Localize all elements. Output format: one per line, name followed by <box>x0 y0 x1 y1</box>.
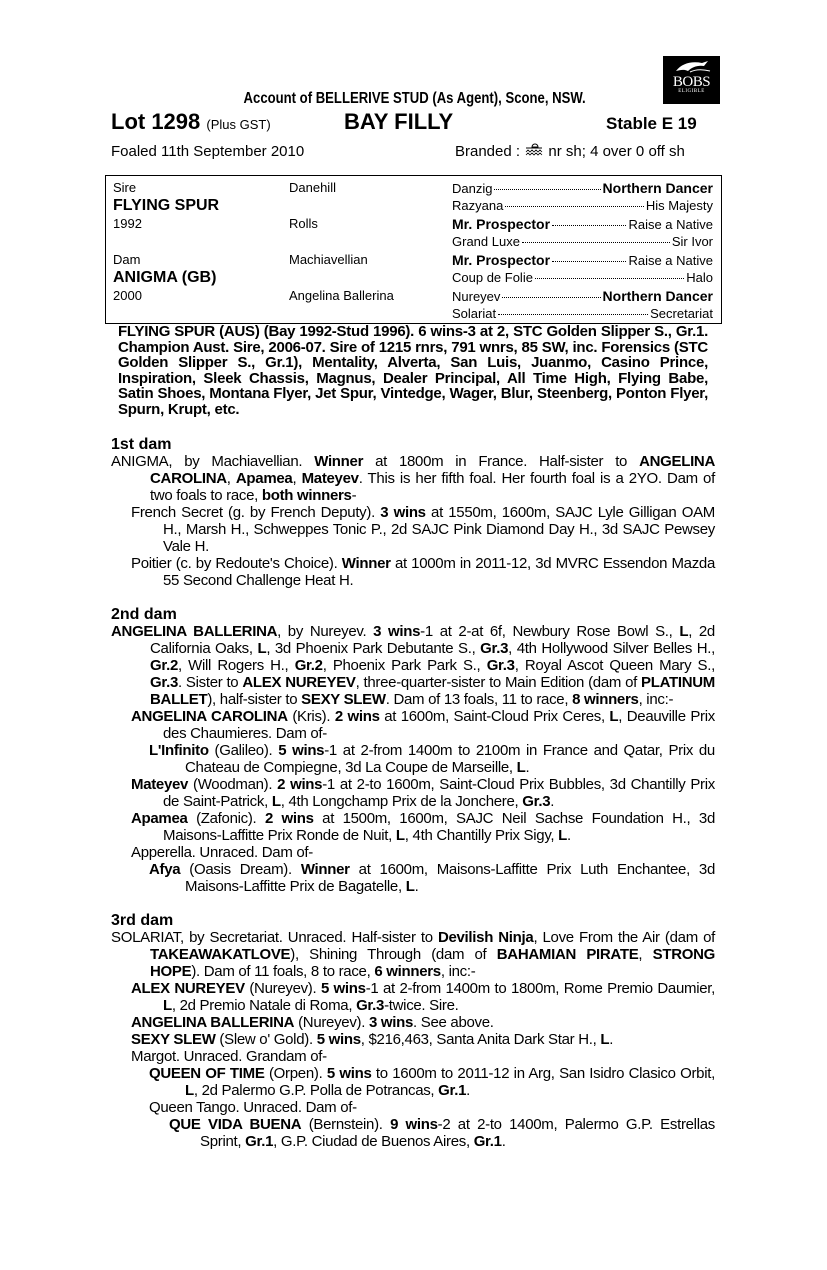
brand-info: Branded : nr sh; 4 over 0 off sh <box>455 143 685 160</box>
bold-text: STRONG HOPE <box>150 946 715 980</box>
bold-text: L <box>257 640 267 657</box>
leader-dots <box>502 297 600 298</box>
bold-text: 5 wins <box>278 742 325 759</box>
text: at 1600m, Saint-Cloud Prix Ceres, <box>379 708 610 725</box>
pedigree-row <box>106 287 721 305</box>
bold-text: SEXY SLEW <box>131 1031 216 1048</box>
text: - <box>351 487 357 504</box>
pedigree-table <box>105 175 722 324</box>
bold-text: ANGELINA BALLERINA <box>111 623 278 640</box>
pedigree-col3 <box>452 305 713 323</box>
text: , 4th Chantilly Prix Sigy, <box>404 827 559 844</box>
bold-text: ALEX NUREYEV <box>242 674 356 691</box>
bold-text: L'Infinito <box>149 742 209 759</box>
bold-text: L <box>609 708 619 725</box>
ancestor-sire: His Majesty <box>645 198 713 213</box>
pedigree-col2: Rolls <box>289 216 318 231</box>
bold-text: L <box>185 1082 194 1099</box>
text: , <box>638 946 653 963</box>
dam-paragraph <box>111 453 715 504</box>
ancestor-name: Mr. Prospector <box>452 252 551 268</box>
bold-text: Gr.1 <box>438 1082 467 1099</box>
text: to 1600m to 2011-12 in Arg, San Isidro Clasico Orbit, <box>371 1065 715 1082</box>
pedigree-col3 <box>452 197 713 215</box>
ancestor-name: Coup de Folie <box>452 270 533 285</box>
bold-text: BAHAMIAN PIRATE <box>496 946 639 963</box>
text: . This is her fifth foal. Her fourth foal is a 2YO. Dam of two foals to race, <box>150 470 715 504</box>
text: , inc:- <box>638 691 674 708</box>
bold-text: 2 wins <box>334 708 380 725</box>
text: at 1500m, 1600m, SAJC Neil Sachse Foundation H., 3d Maisons-Laffitte Prix Ronde de Nuit, <box>163 810 716 844</box>
ancestor-sire: Northern Dancer <box>602 180 713 196</box>
dam-paragraph <box>111 929 715 980</box>
bold-text: Gr.2 <box>294 657 323 674</box>
ancestor-sire: Halo <box>686 270 713 285</box>
text: . <box>414 878 419 895</box>
bold-text: L <box>600 1031 610 1048</box>
text: at 1550m, 1600m, SAJC Lyle Gilligan OAM H., Marsh H., Schweppes Tonic P., 2d SAJC Pink Diamond Day H., 3d SAJC Pewsey Vale H. <box>163 504 715 555</box>
text: , 2d California Oaks, <box>150 623 715 657</box>
vendor-line: Account of BELLERIVE STUD (As Agent), Scone, NSW. <box>243 90 587 107</box>
foaled-date: Foaled 11th September 2010 <box>111 143 305 160</box>
pedigree-col1: FLYING SPUR <box>113 197 220 214</box>
ancestor-name: Mr. Prospector <box>452 216 551 232</box>
text: at 1600m, Maisons-Laffitte Prix Luth Enchantee, 3d Maisons-Laffitte Prix de Bagatelle, <box>185 861 715 895</box>
text: (Oasis Dream). <box>180 861 301 878</box>
ancestor-sire: Sir Ivor <box>671 234 713 249</box>
leader-dots <box>505 206 644 207</box>
bold-text: QUEEN OF TIME <box>149 1065 265 1082</box>
dam-section <box>111 912 715 1150</box>
text: -2 at 2-to 1400m, Palermo G.P. Estrellas Sprint, <box>200 1116 715 1150</box>
ancestor-name: Nureyev <box>452 289 501 304</box>
bold-text: Apamea <box>235 470 293 487</box>
progeny-entry <box>111 776 715 810</box>
bold-text: Gr.3 <box>486 657 515 674</box>
text: , Phoenix Park Park S., <box>322 657 487 674</box>
text: -1 at 2-from 1400m to 1800m, Rome Premio Daumier, <box>365 980 716 997</box>
text: , 3d Phoenix Park Debutante S., <box>266 640 481 657</box>
text: at 1800m in France. Half-sister to <box>363 453 640 470</box>
text: -twice. Sire. <box>384 997 459 1014</box>
dam-paragraph <box>111 623 715 708</box>
bold-text: QUE VIDA BUENA <box>169 1116 302 1133</box>
text: ANIGMA, by Machiavellian. <box>111 453 315 470</box>
bold-text: ANGELINA BALLERINA <box>131 1014 295 1031</box>
text: ). Dam of 11 foals, 8 to race, <box>191 963 375 980</box>
text: , 4th Longchamp Prix de la Jonchere, <box>280 793 523 810</box>
ancestor-name: Solariat <box>452 306 497 321</box>
text: -1 at 2-to 1600m, Saint-Cloud Prix Bubbles, 3d Chantilly Prix de Saint-Patrick, <box>163 776 715 810</box>
ancestor-name: Danzig <box>452 181 493 196</box>
bold-text: Gr.3 <box>522 793 551 810</box>
section-heading: 2nd dam <box>111 606 177 623</box>
pedigree-col2: Danehill <box>289 180 336 195</box>
text: ), half-sister to <box>207 691 302 708</box>
progeny-entry <box>111 1065 715 1099</box>
text: (Slew o' Gold). <box>215 1031 317 1048</box>
progeny-entry <box>111 1014 715 1031</box>
ancestor-sire: Northern Dancer <box>602 288 713 304</box>
text: . <box>567 827 571 844</box>
bold-text: Gr.3 <box>480 640 509 657</box>
text: , 2d Premio Natale di Roma, <box>171 997 357 1014</box>
progeny-entry <box>111 1031 715 1048</box>
text: (Nureyev). <box>244 980 321 997</box>
bold-text: ANGELINA CAROLINA <box>150 453 715 487</box>
pedigree-row <box>106 251 721 269</box>
progeny-entry <box>111 980 715 1014</box>
pedigree-col3 <box>452 233 713 251</box>
pedigree-col3 <box>452 215 713 234</box>
text: . <box>466 1082 471 1099</box>
pedigree-col1: 2000 <box>113 288 142 303</box>
text: . <box>501 1133 506 1150</box>
bold-text: Mateyev <box>131 776 189 793</box>
pedigree-row <box>106 305 721 323</box>
progeny-entry <box>111 861 715 895</box>
bold-text: L <box>558 827 568 844</box>
progeny-entry <box>111 810 715 844</box>
text: (Bernstein). <box>301 1116 391 1133</box>
bold-text: L <box>516 759 526 776</box>
text: , 4th Hollywood Silver Belles H., <box>508 640 715 657</box>
text: , 2d Palermo G.P. Polla de Potrancas, <box>193 1082 439 1099</box>
sire-summary: FLYING SPUR (AUS) (Bay 1992-Stud 1996). 6 wins-3 at 2, STC Golden Slipper S., Gr.1. Champion Aust. Sire, 2006-07. Sire of 1215 rnrs, 791 wnrs, 85 SW, inc. Forensics (STC Golden Slipper S., Gr.1), Mentality, Alverta, San Luis, Juanmo, Casino Prince, Inspiration, Sleek Chassis, Magnus, Dealer Principal, All Time High, Flying Babe, Satin Shoes, Montana Flyer, Jet Spur, Vintedge, Wager, Blur, Steenberg, Ponton Flyer, Spurn, Krupt, etc. <box>118 323 708 418</box>
bold-text: Gr.1 <box>245 1133 274 1150</box>
text: SOLARIAT, by Secretariat. Unraced. Half-sister to <box>111 929 438 946</box>
text: (Kris). <box>287 708 335 725</box>
pedigree-col3 <box>452 251 713 270</box>
bold-text: 8 winners <box>572 691 639 708</box>
bold-text: Gr.2 <box>150 657 178 674</box>
text: -1 at 2-from 1400m to 2100m in France and Qatar, Prix du Chateau de Compiegne, 3d La Coupe de Marseille, <box>185 742 715 776</box>
bold-text: L <box>163 997 172 1014</box>
progeny-entry <box>111 742 715 776</box>
ancestor-sire: Secretariat <box>650 306 713 321</box>
bold-text: Winner <box>300 861 350 878</box>
text: French Secret (g. by French Deputy). <box>131 504 381 521</box>
pedigree-row <box>106 233 721 251</box>
bold-text: 5 wins <box>326 1065 372 1082</box>
text: . Sister to <box>178 674 243 691</box>
pedigree-col3 <box>452 269 713 287</box>
pedigree-row <box>106 179 721 197</box>
progeny-entry <box>111 504 715 555</box>
text: Poitier (c. by Redoute's Choice). <box>131 555 342 572</box>
bold-text: Devilish Ninja <box>437 929 534 946</box>
bold-text: 3 wins <box>380 504 426 521</box>
bold-text: Apamea <box>131 810 188 827</box>
leader-dots <box>522 242 670 243</box>
text: . See above. <box>413 1014 494 1031</box>
text: (Orpen). <box>264 1065 327 1082</box>
text: Apperella. Unraced. Dam of- <box>131 844 313 861</box>
ancestor-sire: Raise a Native <box>628 253 713 268</box>
pedigree-row <box>106 197 721 215</box>
progeny-entry <box>111 844 715 861</box>
ancestor-name: Grand Luxe <box>452 234 520 249</box>
leader-dots <box>535 278 684 279</box>
leader-dots <box>498 314 648 315</box>
bold-text: both winners <box>261 487 352 504</box>
text: , Royal Ascot Queen Mary S., <box>514 657 715 674</box>
bold-text: Gr.1 <box>473 1133 502 1150</box>
pedigree-col1: Sire <box>113 180 137 195</box>
bold-text: PLATINUM BALLET <box>150 674 715 708</box>
bold-text: Mateyev <box>301 470 359 487</box>
text: (Zafonic). <box>187 810 265 827</box>
text: at 1000m in 2011-12, 3d MVRC Essendon Mazda 55 Second Challenge Heat H. <box>163 555 715 589</box>
text: ), Shining Through (dam of <box>290 946 497 963</box>
leader-dots <box>494 189 600 190</box>
dam-section <box>111 606 715 895</box>
bold-text: 5 wins <box>320 980 366 997</box>
text: , <box>292 470 302 487</box>
pedigree-col2: Angelina Ballerina <box>289 288 394 303</box>
logo-text: BOBS <box>672 74 711 90</box>
dam-section <box>111 436 715 589</box>
lot-title: BAY FILLY <box>344 109 454 134</box>
lot-number: Lot 1298 (Plus GST) <box>111 109 271 134</box>
pedigree-col3 <box>452 287 713 306</box>
bold-text: SEXY SLEW <box>301 691 386 708</box>
leader-dots <box>552 225 626 226</box>
bold-text: 5 wins <box>316 1031 361 1048</box>
bold-text: Afya <box>149 861 181 878</box>
bold-text: 9 wins <box>390 1116 438 1133</box>
text: . <box>525 759 530 776</box>
text: , Will Rogers H., <box>178 657 295 674</box>
ancestor-name: Razyana <box>452 198 504 213</box>
ancestor-sire: Raise a Native <box>628 217 713 232</box>
bold-text: L <box>405 878 415 895</box>
gst-note: (Plus GST) <box>206 117 271 132</box>
bold-text: L <box>679 623 689 640</box>
bold-text: TAKEAWAKATLOVE <box>150 946 291 963</box>
pedigree-col2: Machiavellian <box>289 252 368 267</box>
pedigree-col1: ANIGMA (GB) <box>113 269 217 286</box>
bold-text: Gr.3 <box>150 674 178 691</box>
pedigree-row <box>106 269 721 287</box>
dam-lines <box>111 436 715 1167</box>
text: (Nureyev). <box>294 1014 369 1031</box>
bold-text: 3 wins <box>368 1014 414 1031</box>
text: . Dam of 13 foals, 11 to race, <box>385 691 573 708</box>
text: , <box>226 470 236 487</box>
progeny-entry <box>111 1099 715 1116</box>
pedigree-col3 <box>452 179 713 198</box>
bold-text: 3 wins <box>373 623 421 640</box>
bold-text: Winner <box>314 453 364 470</box>
text: Margot. Unraced. Grandam of- <box>131 1048 327 1065</box>
bold-text: ALEX NUREYEV <box>131 980 245 997</box>
leader-dots <box>552 261 626 262</box>
section-heading: 1st dam <box>111 436 172 453</box>
text: . <box>609 1031 614 1048</box>
text: , G.P. Ciudad de Buenos Aires, <box>273 1133 474 1150</box>
section-heading: 3rd dam <box>111 912 174 929</box>
bold-text: 6 winners <box>374 963 441 980</box>
bold-text: Gr.3 <box>356 997 385 1014</box>
bold-text: L <box>395 827 405 844</box>
progeny-entry <box>111 555 715 589</box>
pedigree-col1: Dam <box>113 252 141 267</box>
text: , Love From the Air (dam of <box>533 929 715 946</box>
bold-text: 2 wins <box>277 776 323 793</box>
text: , Deauville Prix des Chaumieres. Dam of- <box>163 708 715 742</box>
stable-location: Stable E 19 <box>606 114 697 133</box>
text: (Woodman). <box>188 776 278 793</box>
brand-symbol-icon <box>524 143 544 158</box>
pedigree-row <box>106 215 721 233</box>
text: . <box>550 793 555 810</box>
bold-text: ANGELINA CAROLINA <box>131 708 288 725</box>
text: , by Nureyev. <box>277 623 374 640</box>
text: , three-quarter-sister to Main Edition (dam of <box>355 674 642 691</box>
logo-subtext: ELIGIBLE <box>678 89 705 94</box>
bold-text: Winner <box>341 555 391 572</box>
text: (Galileo). <box>208 742 279 759</box>
progeny-entry <box>111 1048 715 1065</box>
text: -1 at 2-at 6f, Newbury Rose Bowl S., <box>420 623 680 640</box>
text: Queen Tango. Unraced. Dam of- <box>149 1099 357 1116</box>
progeny-entry <box>111 1116 715 1150</box>
text: , $216,463, Santa Anita Dark Star H., <box>360 1031 601 1048</box>
bold-text: L <box>271 793 281 810</box>
text: , inc:- <box>440 963 476 980</box>
pedigree-col1: 1992 <box>113 216 142 231</box>
bold-text: 2 wins <box>264 810 314 827</box>
progeny-entry <box>111 708 715 742</box>
